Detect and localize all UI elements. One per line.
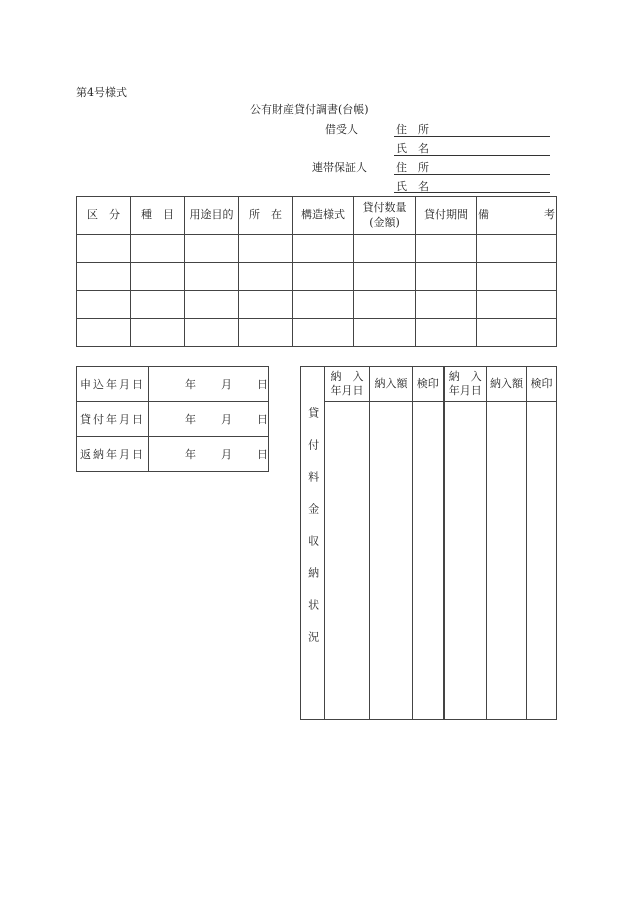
date-value[interactable] bbox=[149, 402, 269, 437]
day-unit: 日 bbox=[257, 413, 268, 426]
guarantor-address-label: 住 所 bbox=[396, 161, 429, 174]
date-row-lease bbox=[77, 402, 269, 437]
seal-cell-2[interactable] bbox=[527, 402, 557, 720]
cell[interactable] bbox=[185, 235, 239, 263]
cell[interactable] bbox=[354, 235, 416, 263]
year-unit: 年 bbox=[185, 448, 196, 461]
guarantor-name-line bbox=[394, 192, 550, 193]
borrower-name-line bbox=[394, 155, 550, 156]
dates-table bbox=[76, 366, 269, 472]
date-value[interactable] bbox=[149, 367, 269, 402]
payment-amount-cell-2[interactable] bbox=[487, 402, 527, 720]
guarantor-label: 連帯保証人 bbox=[312, 161, 367, 174]
cell[interactable] bbox=[293, 319, 354, 347]
form-number: 第4号様式 bbox=[76, 86, 127, 99]
month-unit: 月 bbox=[221, 448, 232, 461]
payment-side-label: 貸付料金収納状況 bbox=[306, 407, 320, 663]
cell[interactable] bbox=[477, 263, 557, 291]
table-row bbox=[77, 235, 557, 263]
table-row bbox=[77, 263, 557, 291]
cell[interactable] bbox=[293, 263, 354, 291]
guarantor-name-label: 氏 名 bbox=[396, 180, 429, 193]
header-type: 種 目 bbox=[131, 197, 185, 235]
header-seal-1: 検印 bbox=[413, 367, 444, 402]
header-payment-amount-1: 納入額 bbox=[370, 367, 413, 402]
header-quantity: 貸付数量 (金額) bbox=[354, 197, 416, 235]
cell[interactable] bbox=[239, 235, 293, 263]
payment-body-row bbox=[301, 402, 557, 720]
cell[interactable] bbox=[239, 291, 293, 319]
header-remarks: 備 考 bbox=[477, 197, 557, 235]
borrower-address-label: 住 所 bbox=[396, 123, 429, 136]
cell[interactable] bbox=[239, 263, 293, 291]
borrower-name-label: 氏 名 bbox=[396, 142, 429, 155]
main-table-header bbox=[77, 197, 557, 235]
year-unit: 年 bbox=[185, 378, 196, 391]
cell[interactable] bbox=[477, 235, 557, 263]
cell[interactable] bbox=[477, 319, 557, 347]
month-unit: 月 bbox=[221, 413, 232, 426]
header-payment-date-1: 納 入 年月日 bbox=[325, 367, 370, 402]
payment-date-cell-1[interactable] bbox=[325, 402, 370, 720]
cell[interactable] bbox=[354, 263, 416, 291]
cell[interactable] bbox=[77, 291, 131, 319]
cell[interactable] bbox=[293, 291, 354, 319]
main-table bbox=[76, 196, 557, 347]
header-payment-amount-2: 納入額 bbox=[487, 367, 527, 402]
cell[interactable] bbox=[416, 235, 477, 263]
header-payment-date-2: 納 入 年月日 bbox=[444, 367, 487, 402]
header-purpose: 用途目的 bbox=[185, 197, 239, 235]
payment-table-header bbox=[301, 367, 557, 402]
borrower-address-line bbox=[394, 136, 550, 137]
cell[interactable] bbox=[477, 291, 557, 319]
seal-cell-1[interactable] bbox=[413, 402, 444, 720]
payment-table bbox=[300, 366, 557, 720]
cell[interactable] bbox=[185, 291, 239, 319]
borrower-label: 借受人 bbox=[325, 123, 358, 136]
table-row bbox=[77, 319, 557, 347]
cell[interactable] bbox=[185, 263, 239, 291]
cell[interactable] bbox=[416, 291, 477, 319]
header-category: 区 分 bbox=[77, 197, 131, 235]
cell[interactable] bbox=[354, 291, 416, 319]
cell[interactable] bbox=[131, 263, 185, 291]
day-unit: 日 bbox=[257, 378, 268, 391]
table-row bbox=[77, 291, 557, 319]
header-period: 貸付期間 bbox=[416, 197, 477, 235]
date-row-application bbox=[77, 367, 269, 402]
cell[interactable] bbox=[185, 319, 239, 347]
payment-side-label-cell bbox=[301, 367, 325, 720]
date-label: 返納年月日 bbox=[77, 437, 149, 472]
date-row-return bbox=[77, 437, 269, 472]
cell[interactable] bbox=[354, 319, 416, 347]
date-value[interactable] bbox=[149, 437, 269, 472]
date-label: 申込年月日 bbox=[77, 367, 149, 402]
date-label: 貸付年月日 bbox=[77, 402, 149, 437]
payment-date-cell-2[interactable] bbox=[444, 402, 487, 720]
year-unit: 年 bbox=[185, 413, 196, 426]
header-location: 所 在 bbox=[239, 197, 293, 235]
payment-amount-cell-1[interactable] bbox=[370, 402, 413, 720]
page-title: 公有財産貸付調書(台帳) bbox=[250, 103, 369, 116]
cell[interactable] bbox=[77, 319, 131, 347]
cell[interactable] bbox=[239, 319, 293, 347]
cell[interactable] bbox=[131, 291, 185, 319]
cell[interactable] bbox=[293, 235, 354, 263]
cell[interactable] bbox=[416, 319, 477, 347]
cell[interactable] bbox=[77, 235, 131, 263]
header-seal-2: 検印 bbox=[527, 367, 557, 402]
month-unit: 月 bbox=[221, 378, 232, 391]
guarantor-address-line bbox=[394, 174, 550, 175]
cell[interactable] bbox=[131, 235, 185, 263]
cell[interactable] bbox=[77, 263, 131, 291]
cell[interactable] bbox=[416, 263, 477, 291]
day-unit: 日 bbox=[257, 448, 268, 461]
header-structure: 構造様式 bbox=[293, 197, 354, 235]
cell[interactable] bbox=[131, 319, 185, 347]
